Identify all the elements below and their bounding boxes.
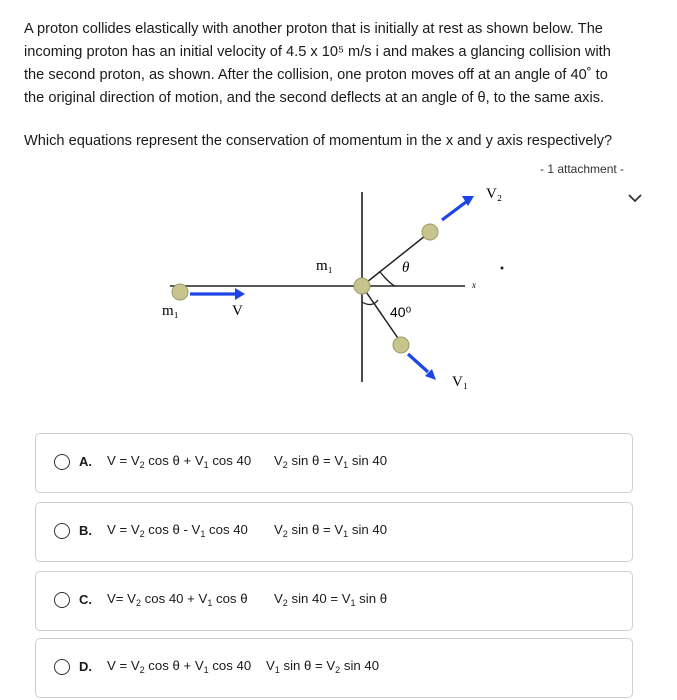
- label-x-axis: x: [472, 280, 476, 290]
- y-momentum-equation: $V_2$ $\sin \theta = V_1$ sin 40: [274, 522, 388, 539]
- proton-2-after: [422, 224, 438, 240]
- label-m1-left: m₁: [162, 303, 179, 319]
- radio-icon[interactable]: [54, 592, 70, 608]
- label-theta: θ: [402, 260, 410, 276]
- y-momentum-equation: $V_2$ $\sin 40 = V_1$ sin θ: [274, 591, 388, 608]
- proton-1-after: [393, 337, 409, 353]
- label-m1-center: m₁: [316, 258, 333, 274]
- v2-arrow-shaft: [442, 202, 466, 220]
- upper-path: [362, 232, 430, 286]
- option-letter: B.: [79, 523, 92, 538]
- incoming-proton: [172, 284, 188, 300]
- theta-arc: [380, 272, 395, 286]
- question-line: A proton collides elastically with another proton that is initially at rest as shown below. The: [24, 21, 603, 37]
- v-arrow-head: [235, 288, 245, 300]
- option-letter: A.: [79, 454, 92, 469]
- target-proton: [354, 278, 370, 294]
- question-line: incoming proton has an initial velocity of 4.5 x 10⁵ m/s i and makes a glancing collision with: [24, 44, 611, 60]
- radio-icon[interactable]: [54, 659, 70, 675]
- attachment-label[interactable]: - 1 attachment -: [540, 162, 625, 176]
- label-v2: V₂: [486, 186, 503, 202]
- option-letter: D.: [79, 659, 92, 674]
- x-momentum-equation: $V = V_2$ $\cos \theta + V_1$ cos 40: [107, 658, 252, 675]
- answer-option-a[interactable]: [35, 433, 633, 493]
- question-text: [24, 18, 654, 110]
- answer-option-d[interactable]: [35, 638, 633, 698]
- x-momentum-equation: $V = V_2$ $\cos \theta + V_1$ cos 40: [107, 453, 252, 470]
- radio-icon[interactable]: [54, 523, 70, 539]
- x-momentum-equation: $V = V_2$ cos θ - $V_1$ cos 40: [107, 522, 248, 539]
- label-v: V: [232, 303, 243, 319]
- marker-dot: [501, 267, 504, 270]
- option-letter: C.: [79, 592, 92, 607]
- x-momentum-equation: $V= V_2$ $\cos 40 + V_1$ cos θ: [107, 591, 248, 608]
- angle40-arc: [362, 300, 378, 305]
- answer-option-b[interactable]: [35, 502, 633, 562]
- answer-option-c[interactable]: [35, 571, 633, 631]
- v1-arrow-shaft: [408, 354, 428, 372]
- radio-icon[interactable]: [54, 454, 70, 470]
- y-momentum-equation: $V_2$ $\sin \theta = V_1$ sin 40: [274, 453, 388, 470]
- question-prompt: Which equations represent the conservation of momentum in the x and y axis respectively?: [24, 133, 613, 149]
- question-line: the original direction of motion, and the second deflects at an angle of θ, to the same axis.: [24, 90, 605, 106]
- y-momentum-equation: $V_1$ $\sin \theta = V_2$ sin 40: [266, 658, 380, 675]
- collision-diagram: [140, 172, 520, 402]
- question-line: the second proton, as shown. After the collision, one proton moves off at an angle of 40˚ to: [24, 67, 608, 83]
- label-40-degrees: 40⁰: [390, 304, 412, 320]
- label-v1: V₁: [452, 374, 469, 390]
- chevron-down-icon[interactable]: [626, 192, 644, 204]
